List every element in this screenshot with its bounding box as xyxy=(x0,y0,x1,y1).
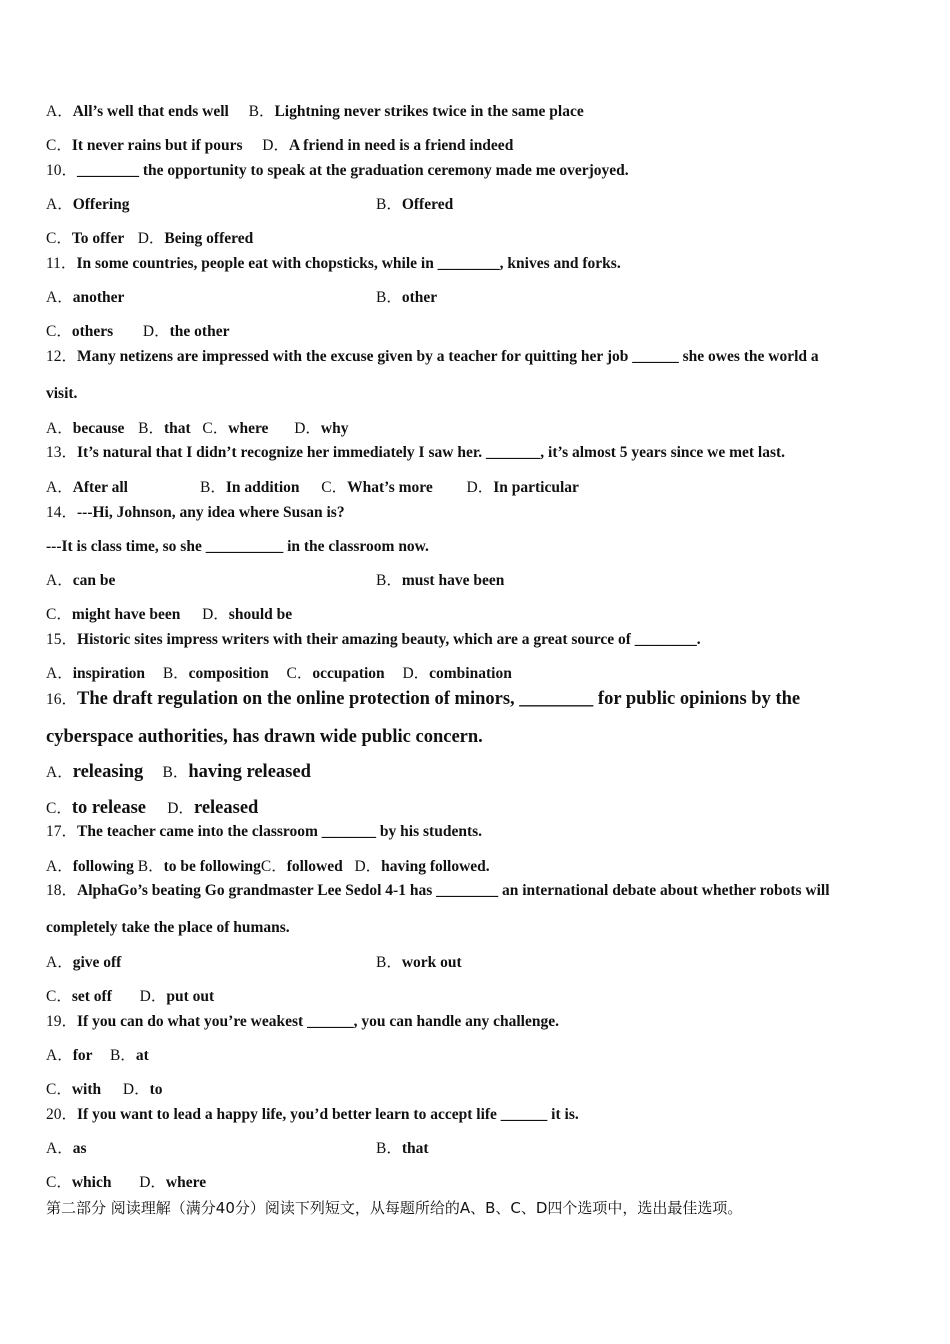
option-b[interactable]: having released xyxy=(188,762,311,782)
option-d[interactable]: released xyxy=(193,798,259,818)
option-d[interactable]: to xyxy=(149,1081,163,1098)
option-b[interactable]: that xyxy=(163,420,191,437)
option-c[interactable]: occupation xyxy=(312,665,385,682)
q14-options-cd: C．might have been D．should be xyxy=(46,606,293,623)
option-d[interactable]: Being offered xyxy=(164,230,254,247)
option-c[interactable]: followed xyxy=(286,858,343,875)
q10-option-b: B．Offered xyxy=(376,196,454,213)
question-20: 20．If you want to lead a happy life, you’d better learn to accept life ______ it is. xyxy=(46,1106,579,1123)
option-a[interactable]: After all xyxy=(72,479,128,496)
option-c[interactable]: others xyxy=(71,323,114,340)
q13-options-bcd: B．In addition C．What’s more D．In particular xyxy=(200,479,579,496)
option-a[interactable]: another xyxy=(72,289,125,306)
option-d[interactable]: A friend in need is a friend indeed xyxy=(288,137,514,154)
question-stem: If you want to lead a happy life, you’d better learn to accept life ______ it is. xyxy=(77,1106,579,1123)
q17-options: A．following B．to be followingC．followed D．having followed. xyxy=(46,858,490,875)
q18-options-cd: C．set off D．put out xyxy=(46,988,215,1005)
question-15: 15．Historic sites impress writers with their amazing beauty, which are a great source of ________. xyxy=(46,631,701,648)
option-a[interactable]: give off xyxy=(72,954,122,971)
option-b[interactable]: that xyxy=(401,1140,429,1157)
option-b[interactable]: Lightning never strikes twice in the same place xyxy=(274,103,584,120)
option-b[interactable]: other xyxy=(401,289,438,306)
question-stem: ________ the opportunity to speak at the graduation ceremony made me overjoyed. xyxy=(77,162,629,179)
option-a[interactable]: because xyxy=(72,420,125,437)
question-14-cont: ---It is class time, so she __________ in the classroom now. xyxy=(46,538,429,555)
option-b[interactable]: composition xyxy=(188,665,269,682)
option-d[interactable]: put out xyxy=(166,988,215,1005)
question-12-cont: visit. xyxy=(46,385,78,402)
q14-option-a: A．can be xyxy=(46,572,116,589)
q14-option-b: B．must have been xyxy=(376,572,505,589)
question-17: 17．The teacher came into the classroom _______ by his students. xyxy=(46,823,483,840)
option-c[interactable]: with xyxy=(71,1081,102,1098)
question-11: 11．In some countries, people eat with chopsticks, while in ________, knives and forks. xyxy=(46,255,621,272)
option-b[interactable]: work out xyxy=(401,954,462,971)
q18-option-b: B．work out xyxy=(376,954,462,971)
option-a[interactable]: inspiration xyxy=(72,665,146,682)
question-stem: Many netizens are impressed with the excuse given by a teacher for quitting her job ______ she owes the world a xyxy=(77,348,819,365)
option-c[interactable]: where xyxy=(228,420,269,437)
question-stem: In some countries, people eat with chopsticks, while in ________, knives and forks. xyxy=(76,255,621,272)
q11-option-b: B．other xyxy=(376,289,438,306)
question-stem: The draft regulation on the online protection of minors, ________ for public opinions by the xyxy=(77,689,801,709)
q20-options-cd: C．which D．where xyxy=(46,1174,207,1191)
q20-option-a: A．as xyxy=(46,1140,87,1157)
option-d[interactable]: In particular xyxy=(493,479,579,496)
question-stem: Historic sites impress writers with their amazing beauty, which are a great source of ________. xyxy=(77,631,701,648)
option-a[interactable]: Offering xyxy=(72,196,130,213)
q9-options-cd: C．It never rains but if pours D．A friend in need is a friend indeed xyxy=(46,137,514,154)
option-c[interactable]: set off xyxy=(71,988,112,1005)
question-stem: ---Hi, Johnson, any idea where Susan is? xyxy=(77,504,345,521)
option-a[interactable]: can be xyxy=(72,572,116,589)
option-a[interactable]: following xyxy=(72,858,134,875)
question-stem: AlphaGo’s beating Go grandmaster Lee Sedol 4-1 has ________ an international debate about whether robots will xyxy=(77,882,830,899)
q20-option-b: B．that xyxy=(376,1140,429,1157)
option-a[interactable]: All’s well that ends well xyxy=(72,103,229,120)
q16-options-cd: C．to release D．released xyxy=(46,798,259,818)
question-16-cont: cyberspace authorities, has drawn wide public concern. xyxy=(46,727,483,747)
q19-options-cd: C．with D．to xyxy=(46,1081,163,1098)
question-stem: If you can do what you’re weakest ______, you can handle any challenge. xyxy=(77,1013,559,1030)
option-c[interactable]: To offer xyxy=(71,230,124,247)
option-c[interactable]: What’s more xyxy=(347,479,433,496)
q10-options-ab: A．Offering xyxy=(46,196,130,213)
option-c[interactable]: might have been xyxy=(71,606,181,623)
q11-options-cd: C．others D．the other xyxy=(46,323,230,340)
question-18: 18．AlphaGo’s beating Go grandmaster Lee Sedol 4-1 has ________ an international debate about whether robots will xyxy=(46,882,830,899)
question-18-cont: completely take the place of humans. xyxy=(46,919,290,936)
q16-options-ab: A．releasing B．having released xyxy=(46,762,311,782)
section-heading: 第二部分 阅读理解（满分40分）阅读下列短文，从每题所给的A、B、C、D四个选项中，选出最佳选项。 xyxy=(46,1199,743,1217)
question-stem: The teacher came into the classroom _______ by his students. xyxy=(77,823,483,840)
option-b[interactable]: Offered xyxy=(401,196,454,213)
q19-options-ab: A．for B．at xyxy=(46,1047,149,1064)
question-stem: It’s natural that I didn’t recognize her immediately I saw her. _______, it’s almost 5 years since we met last. xyxy=(77,444,786,461)
option-b[interactable]: must have been xyxy=(401,572,505,589)
question-16: 16．The draft regulation on the online protection of minors, ________ for public opinions by the xyxy=(46,689,801,709)
option-c[interactable]: which xyxy=(71,1174,112,1191)
question-19: 19．If you can do what you’re weakest ______, you can handle any challenge. xyxy=(46,1013,559,1030)
q9-options-ab: A．All’s well that ends well B．Lightning never strikes twice in the same place xyxy=(46,103,584,120)
option-a[interactable]: releasing xyxy=(72,762,144,782)
question-13: 13．It’s natural that I didn’t recognize her immediately I saw her. _______, it’s almost 5 years since we met last. xyxy=(46,444,786,461)
option-a[interactable]: for xyxy=(72,1047,93,1064)
q10-options-cd: C．To offer D．Being offered xyxy=(46,230,254,247)
q12-options: A．because B．that C．where D．why xyxy=(46,420,349,437)
option-d[interactable]: where xyxy=(165,1174,207,1191)
q15-options: A．inspiration B．composition C．occupation D．combination xyxy=(46,665,512,682)
option-b[interactable]: at xyxy=(135,1047,149,1064)
option-d[interactable]: having followed. xyxy=(381,858,490,875)
question-10: 10．________ the opportunity to speak at the graduation ceremony made me overjoyed. xyxy=(46,162,629,179)
option-d[interactable]: the other xyxy=(169,323,230,340)
option-b[interactable]: In addition xyxy=(225,479,300,496)
option-d[interactable]: should be xyxy=(228,606,293,623)
option-a[interactable]: as xyxy=(72,1140,87,1157)
question-12: 12．Many netizens are impressed with the excuse given by a teacher for quitting her job ______ she owes the world a xyxy=(46,348,819,365)
q18-option-a: A．give off xyxy=(46,954,122,971)
q13-option-a: A．After all xyxy=(46,479,128,496)
option-d[interactable]: combination xyxy=(429,665,512,682)
option-c[interactable]: It never rains but if pours xyxy=(71,137,243,154)
question-14: 14．---Hi, Johnson, any idea where Susan is? xyxy=(46,504,345,521)
q11-option-a: A．another xyxy=(46,289,125,306)
option-b[interactable]: to be following xyxy=(163,858,261,875)
option-c[interactable]: to release xyxy=(71,798,146,818)
option-d[interactable]: why xyxy=(320,420,349,437)
